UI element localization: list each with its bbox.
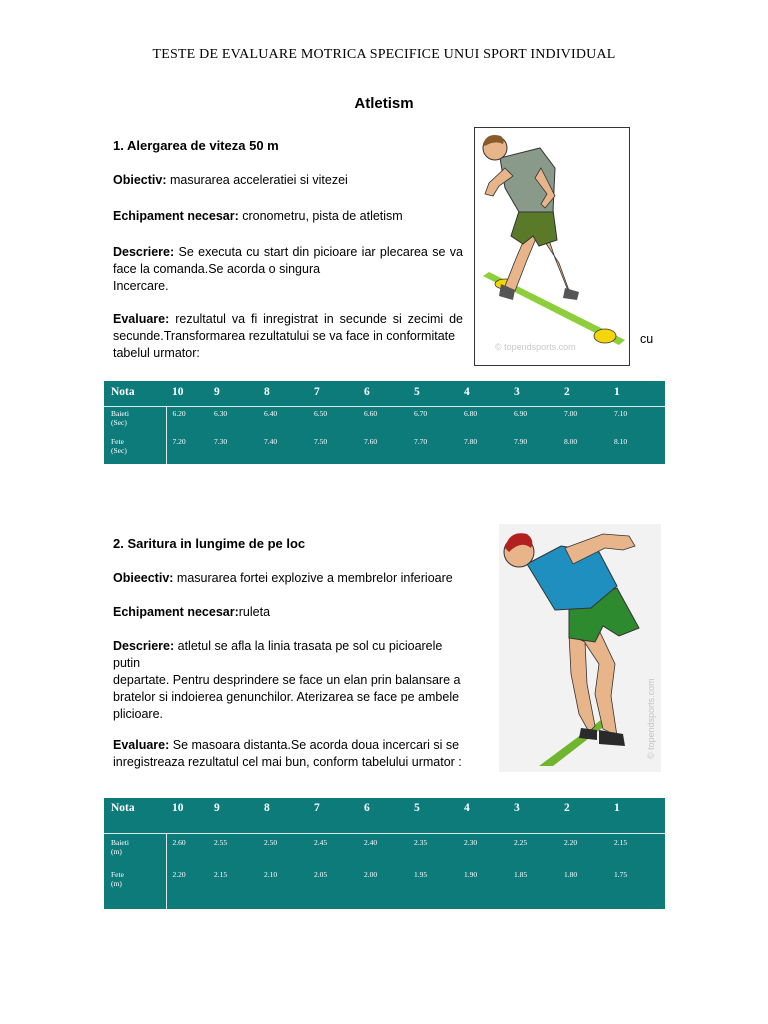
table2-head-nota: Nota xyxy=(111,802,135,814)
table1-wrapper xyxy=(104,381,665,464)
equipment-label: Echipament necesar: xyxy=(113,605,239,619)
table2-cell: 1.85 xyxy=(514,870,528,879)
table1-header-row xyxy=(104,381,665,406)
equipment-label: Echipament necesar: xyxy=(113,209,239,223)
table1-row-label: Baieti (Sec) xyxy=(104,406,166,435)
table2-row-label: Baieti (m) xyxy=(104,833,166,868)
section2-heading: 2. Saritura in lungime de pe loc xyxy=(113,536,306,551)
section1-description-line3: Incercare. xyxy=(113,279,169,293)
table2-head-2: 2 xyxy=(564,802,570,814)
section1-text xyxy=(113,137,463,362)
table1-head-9: 9 xyxy=(214,386,220,398)
table1-head-7: 7 xyxy=(314,386,320,398)
equipment-text: ruleta xyxy=(238,605,271,619)
section1-evaluation-line2: secunde.Transformarea rezultatului se va face in conformitate xyxy=(113,329,456,343)
table1-head-1: 1 xyxy=(614,386,620,398)
table2-row-baieti xyxy=(104,833,665,868)
table1-cell: 7.30 xyxy=(214,437,228,446)
objective-label: Obieectiv: xyxy=(113,571,174,585)
sprinter-illustration xyxy=(475,128,629,365)
table2 xyxy=(104,798,665,909)
table2-head-8: 8 xyxy=(264,802,270,814)
objective-label: Obiectiv: xyxy=(113,173,167,187)
page-title: Atletism xyxy=(354,95,414,112)
description-label: Descriere: xyxy=(113,639,175,653)
table1-head-4: 4 xyxy=(464,386,470,398)
objective-text: masurarea fortei explozive a membrelor inferioare xyxy=(173,571,453,585)
table1-cell: 7.00 xyxy=(558,406,608,435)
table1 xyxy=(104,381,665,464)
section1-evaluation-line1: Evaluare: rezultatul va fi inregistrat in secunde si zecimi de xyxy=(113,312,463,326)
sprinter-image xyxy=(474,127,630,366)
table2-head-5: 5 xyxy=(414,802,420,814)
table2-cell: 1.80 xyxy=(564,870,578,879)
table1-cell: 6.80 xyxy=(458,406,508,435)
table2-cell: 2.55 xyxy=(208,833,258,868)
table2-head-4: 4 xyxy=(464,802,470,814)
table1-cell: 8.10 xyxy=(614,437,628,446)
table1-cell: 7.50 xyxy=(314,437,328,446)
table1-cell: 7.10 xyxy=(608,406,665,435)
image-watermark: © topendsports.com xyxy=(495,342,576,352)
shoe-front xyxy=(599,730,625,746)
table1-head-8: 8 xyxy=(264,386,270,398)
table2-head-7: 7 xyxy=(314,802,320,814)
section1-evaluation-cu: cu xyxy=(640,332,654,346)
table1-head-2: 2 xyxy=(564,386,570,398)
table1-head-5: 5 xyxy=(414,386,420,398)
table1-cell: 7.80 xyxy=(464,437,478,446)
table2-cell: 1.90 xyxy=(464,870,478,879)
table2-cell: 1.75 xyxy=(614,870,628,879)
table1-head-10: 10 xyxy=(172,386,184,398)
table2-row-fete xyxy=(104,868,665,909)
table2-head-10: 10 xyxy=(172,802,184,814)
section1-heading: 1. Alergarea de viteza 50 m xyxy=(113,138,279,153)
table1-cell: 6.20 xyxy=(166,406,208,435)
section2-text xyxy=(113,535,463,771)
image-watermark: © topendsports.com xyxy=(646,678,656,759)
table2-cell: 2.25 xyxy=(508,833,558,868)
cone-2 xyxy=(594,329,616,343)
table2-head-6: 6 xyxy=(364,802,370,814)
table2-cell: 2.35 xyxy=(408,833,458,868)
shoe-back xyxy=(579,728,597,740)
section2-description-line3: bratelor si indoierea genunchilor. Aterizarea se face pe ambele xyxy=(113,690,460,704)
table2-cell: 2.45 xyxy=(308,833,358,868)
section2-objective xyxy=(113,570,463,587)
table2-head-3: 3 xyxy=(514,802,520,814)
table1-cell: 7.70 xyxy=(414,437,428,446)
table2-wrapper xyxy=(104,798,665,909)
table2-cell: 2.15 xyxy=(608,833,665,868)
section2-evaluation-line1: Evaluare: Se masoara distanta.Se acorda doua incercari si se xyxy=(113,738,460,752)
table1-row-fete xyxy=(104,435,665,464)
equipment-text: cronometru, pista de atletism xyxy=(238,209,403,223)
table2-cell: 2.15 xyxy=(214,870,228,879)
table2-row-label: Fete (m) xyxy=(104,868,166,909)
jumper-illustration xyxy=(499,524,661,772)
table2-cell: 2.30 xyxy=(458,833,508,868)
section1-description-line1: Descriere: Se executa cu start din picioare iar plecarea se va xyxy=(113,245,463,259)
evaluation-label: Evaluare: xyxy=(113,738,170,752)
table1-cell: 7.20 xyxy=(172,437,186,446)
table2-head-1: 1 xyxy=(614,802,620,814)
table1-cell: 6.50 xyxy=(308,406,358,435)
table1-cell: 6.70 xyxy=(408,406,458,435)
table2-head-9: 9 xyxy=(214,802,220,814)
table2-cell: 2.10 xyxy=(264,870,278,879)
table1-cell: 7.90 xyxy=(514,437,528,446)
evaluation-label: Evaluare: xyxy=(113,312,170,326)
table2-header-row xyxy=(104,798,665,833)
table2-cell: 1.95 xyxy=(414,870,428,879)
table1-head-nota: Nota xyxy=(111,386,135,398)
table2-cell: 2.05 xyxy=(314,870,328,879)
table1-cell: 7.60 xyxy=(364,437,378,446)
section2-description-line1: Descriere: atletul se afla la linia trasata pe sol cu picioarele putin xyxy=(113,639,443,670)
table1-row-baieti xyxy=(104,406,665,435)
table2-cell: 2.20 xyxy=(558,833,608,868)
table1-head-6: 6 xyxy=(364,386,370,398)
table1-cell: 6.40 xyxy=(258,406,308,435)
table1-row-label: Fete (Sec) xyxy=(104,435,166,464)
table2-cell: 2.50 xyxy=(258,833,308,868)
section2-description-line4: plicioare. xyxy=(113,707,164,721)
section2-description-line2: departate. Pentru desprindere se face un elan prin balansare a xyxy=(113,673,461,687)
section1-equipment xyxy=(113,208,463,225)
table1-cell: 6.90 xyxy=(508,406,558,435)
table1-cell: 6.60 xyxy=(358,406,408,435)
objective-text: masurarea acceleratiei si vitezei xyxy=(166,173,348,187)
shoe-front xyxy=(563,288,579,300)
section2-equipment xyxy=(113,604,463,621)
table1-cell: 7.40 xyxy=(264,437,278,446)
section1-evaluation-line3: tabelul urmator: xyxy=(113,346,200,360)
table1-cell: 8.00 xyxy=(564,437,578,446)
table1-cell: 6.30 xyxy=(208,406,258,435)
table2-cell: 2.40 xyxy=(358,833,408,868)
table2-cell: 2.00 xyxy=(364,870,378,879)
document-header: TESTE DE EVALUARE MOTRICA SPECIFICE UNUI SPORT INDIVIDUAL xyxy=(152,47,616,62)
table2-cell: 2.20 xyxy=(172,870,186,879)
section2-evaluation-line2: inregistreaza rezultatul cel mai bun, conform tabelului urmator : xyxy=(113,755,462,769)
table2-cell: 2.60 xyxy=(166,833,208,868)
jumper-image xyxy=(499,524,661,772)
description-label: Descriere: xyxy=(113,245,175,259)
section1-description-line2: face la comanda.Se acorda o singura xyxy=(113,262,321,276)
table1-head-3: 3 xyxy=(514,386,520,398)
section1-objective xyxy=(113,172,463,189)
